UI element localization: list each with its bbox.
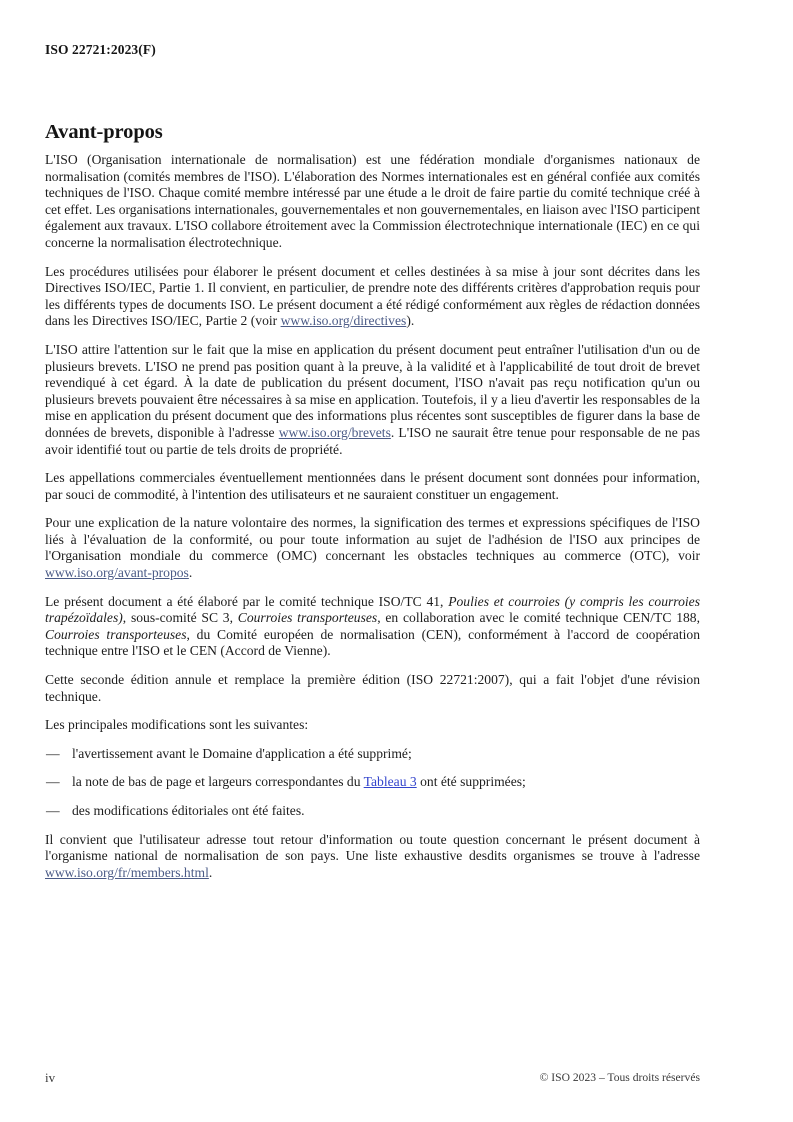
paragraph-committee <box>45 594 700 660</box>
link-iso-members[interactable]: www.iso.org/fr/members.html <box>45 864 209 880</box>
document-body <box>45 152 700 881</box>
list-item-text: l'avertissement avant le Domaine d'application a été supprimé; <box>72 745 412 761</box>
paragraph-wto-tbt <box>45 515 700 581</box>
paragraph-text: Les appellations commerciales éventuellement mentionnées dans le présent document sont données pour information, par souci de commodité, à l'intention des utilisateurs et ne sauraient constituer un engagement. <box>45 470 700 502</box>
paragraph-text-part: Pour une explication de la nature volontaire des normes, la signification des termes et expressions spécifiques de l'ISO liés à l'évaluation de la conformité, ou pour toute information au sujet de l'adhésion de l'ISO aux principes de l'Organisation mondiale du commerce (OMC) concernant les obstacles techniques au commerce (OTC), voir <box>45 515 700 564</box>
link-iso-directives[interactable]: www.iso.org/directives <box>280 313 407 329</box>
paragraph-feedback <box>45 832 700 882</box>
paragraph-text-part: L'ISO attire l'attention sur le fait que la mise en application du présent document peut entraîner l'utilisation d'un ou de plusieurs brevets. L'ISO ne prend pas position quant à la preuve, à la validité et à l'applicabilité de tout droit de brevet revendiqué à cet égard. À la date de publication du présent document, l'ISO n'avait pas reçu notification qu'un ou plusieurs brevets pouvaient être nécessaires à sa mise en application. Toutefois, il y a lieu d'avertir les responsables de la mise en application du présent document que des informations plus récentes sont susceptibles de figurer dans la base de données de brevets, disponible à l'adresse <box>45 341 700 440</box>
paragraph-iso-definition <box>45 152 700 252</box>
paragraph-trade-names <box>45 470 700 503</box>
paragraph-patents <box>45 342 700 458</box>
paragraph-text-part: . <box>208 864 213 880</box>
list-item <box>45 746 700 763</box>
paragraph-text-part: , du Comité européen de normalisation (CEN), conformément à l'accord de coopération technique entre l'ISO et le CEN (Accord de Vienne). <box>45 626 700 659</box>
link-tableau-3[interactable]: Tableau 3 <box>363 774 417 790</box>
paragraph-text-part: ). <box>406 313 415 329</box>
list-item-text: des modifications éditoriales ont été faites. <box>72 803 305 818</box>
paragraph-procedures <box>45 264 700 330</box>
paragraph-text-part: Il convient que l'utilisateur adresse tout retour d'information ou toute question concernant le présent document à l'organisme national de normalisation de son pays. Une liste exhaustive desdits organismes se trouve à l'adresse <box>45 831 700 864</box>
running-head: ISO 22721:2023(F) <box>45 42 156 57</box>
em-dash-marker: — <box>46 745 60 761</box>
paragraph-text: Cette seconde édition annule et remplace la première édition (ISO 22721:2007), qui a fait l'objet d'une révision technique. <box>45 672 700 704</box>
link-iso-avant-propos[interactable]: www.iso.org/avant-propos <box>45 565 189 581</box>
em-dash-marker: — <box>46 803 60 818</box>
subcommittee-title-sc3: Courroies transporteuses <box>237 610 378 626</box>
list-item-text: la note de bas de page et largeurs correspondantes du <box>72 774 364 790</box>
paragraph-text: L'ISO (Organisation internationale de normalisation) est une fédération mondiale d'organismes nationaux de normalisation (comités membres de l'ISO). L'élaboration des Normes internationales est en général confiée aux comités techniques de l'ISO. Chaque comité membre intéressé par une étude a le droit de faire partie du comité technique créé à cet effet. Les organisations internationales, gouvernementales et non gouvernementales, en liaison avec l'ISO participent également aux travaux. L'ISO collabore étroitement avec la Commission électrotechnique internationale (IEC) en ce qui concerne la normalisation électrotechnique. <box>45 152 700 250</box>
footer-copyright: © ISO 2023 – Tous droits réservés <box>539 1071 700 1084</box>
link-iso-brevets[interactable]: www.iso.org/brevets <box>278 424 391 440</box>
committee-title-cen-tc188: Courroies transporteuses <box>45 626 187 642</box>
em-dash-marker: — <box>46 774 60 790</box>
page-title: Avant-propos <box>45 120 163 143</box>
paragraph-text-part: , sous-comité SC 3, <box>122 610 238 626</box>
paragraph-text-part: Le présent document a été élaboré par le comité technique ISO/TC 41, <box>45 593 449 609</box>
page-footer <box>0 1070 793 1090</box>
paragraph-text: Les principales modifications sont les suivantes: <box>45 717 309 733</box>
list-item <box>45 774 700 791</box>
list-item <box>45 803 700 820</box>
paragraph-text-part: . L'ISO ne saurait être tenue pour responsable de ne pas avoir identifié tout ou partie de tels droits de propriété. <box>45 424 700 457</box>
paragraph-changes-intro <box>45 717 700 734</box>
paragraph-text-part: . <box>188 565 193 581</box>
committee-title-tc41: Poulies et courroies (y compris les courroies trapézoïdales) <box>45 593 700 626</box>
list-item-text: ont été supprimées; <box>416 774 526 790</box>
paragraph-text-part: , en collaboration avec le comité technique CEN/TC 188, <box>377 610 700 626</box>
footer-page-number: iv <box>45 1070 56 1085</box>
paragraph-text-part: Les procédures utilisées pour élaborer le présent document et celles destinées à sa mise à jour sont décrites dans les Directives ISO/IEC, Partie 1. Il convient, en particulier, de prendre note des différents critères d'approbation requis pour les différents types de documents ISO. Le présent document a été rédigé conformément aux règles de rédaction données dans les Directives ISO/IEC, Partie 2 (voir <box>45 263 700 329</box>
paragraph-edition-notice <box>45 672 700 705</box>
changes-list <box>45 746 700 820</box>
